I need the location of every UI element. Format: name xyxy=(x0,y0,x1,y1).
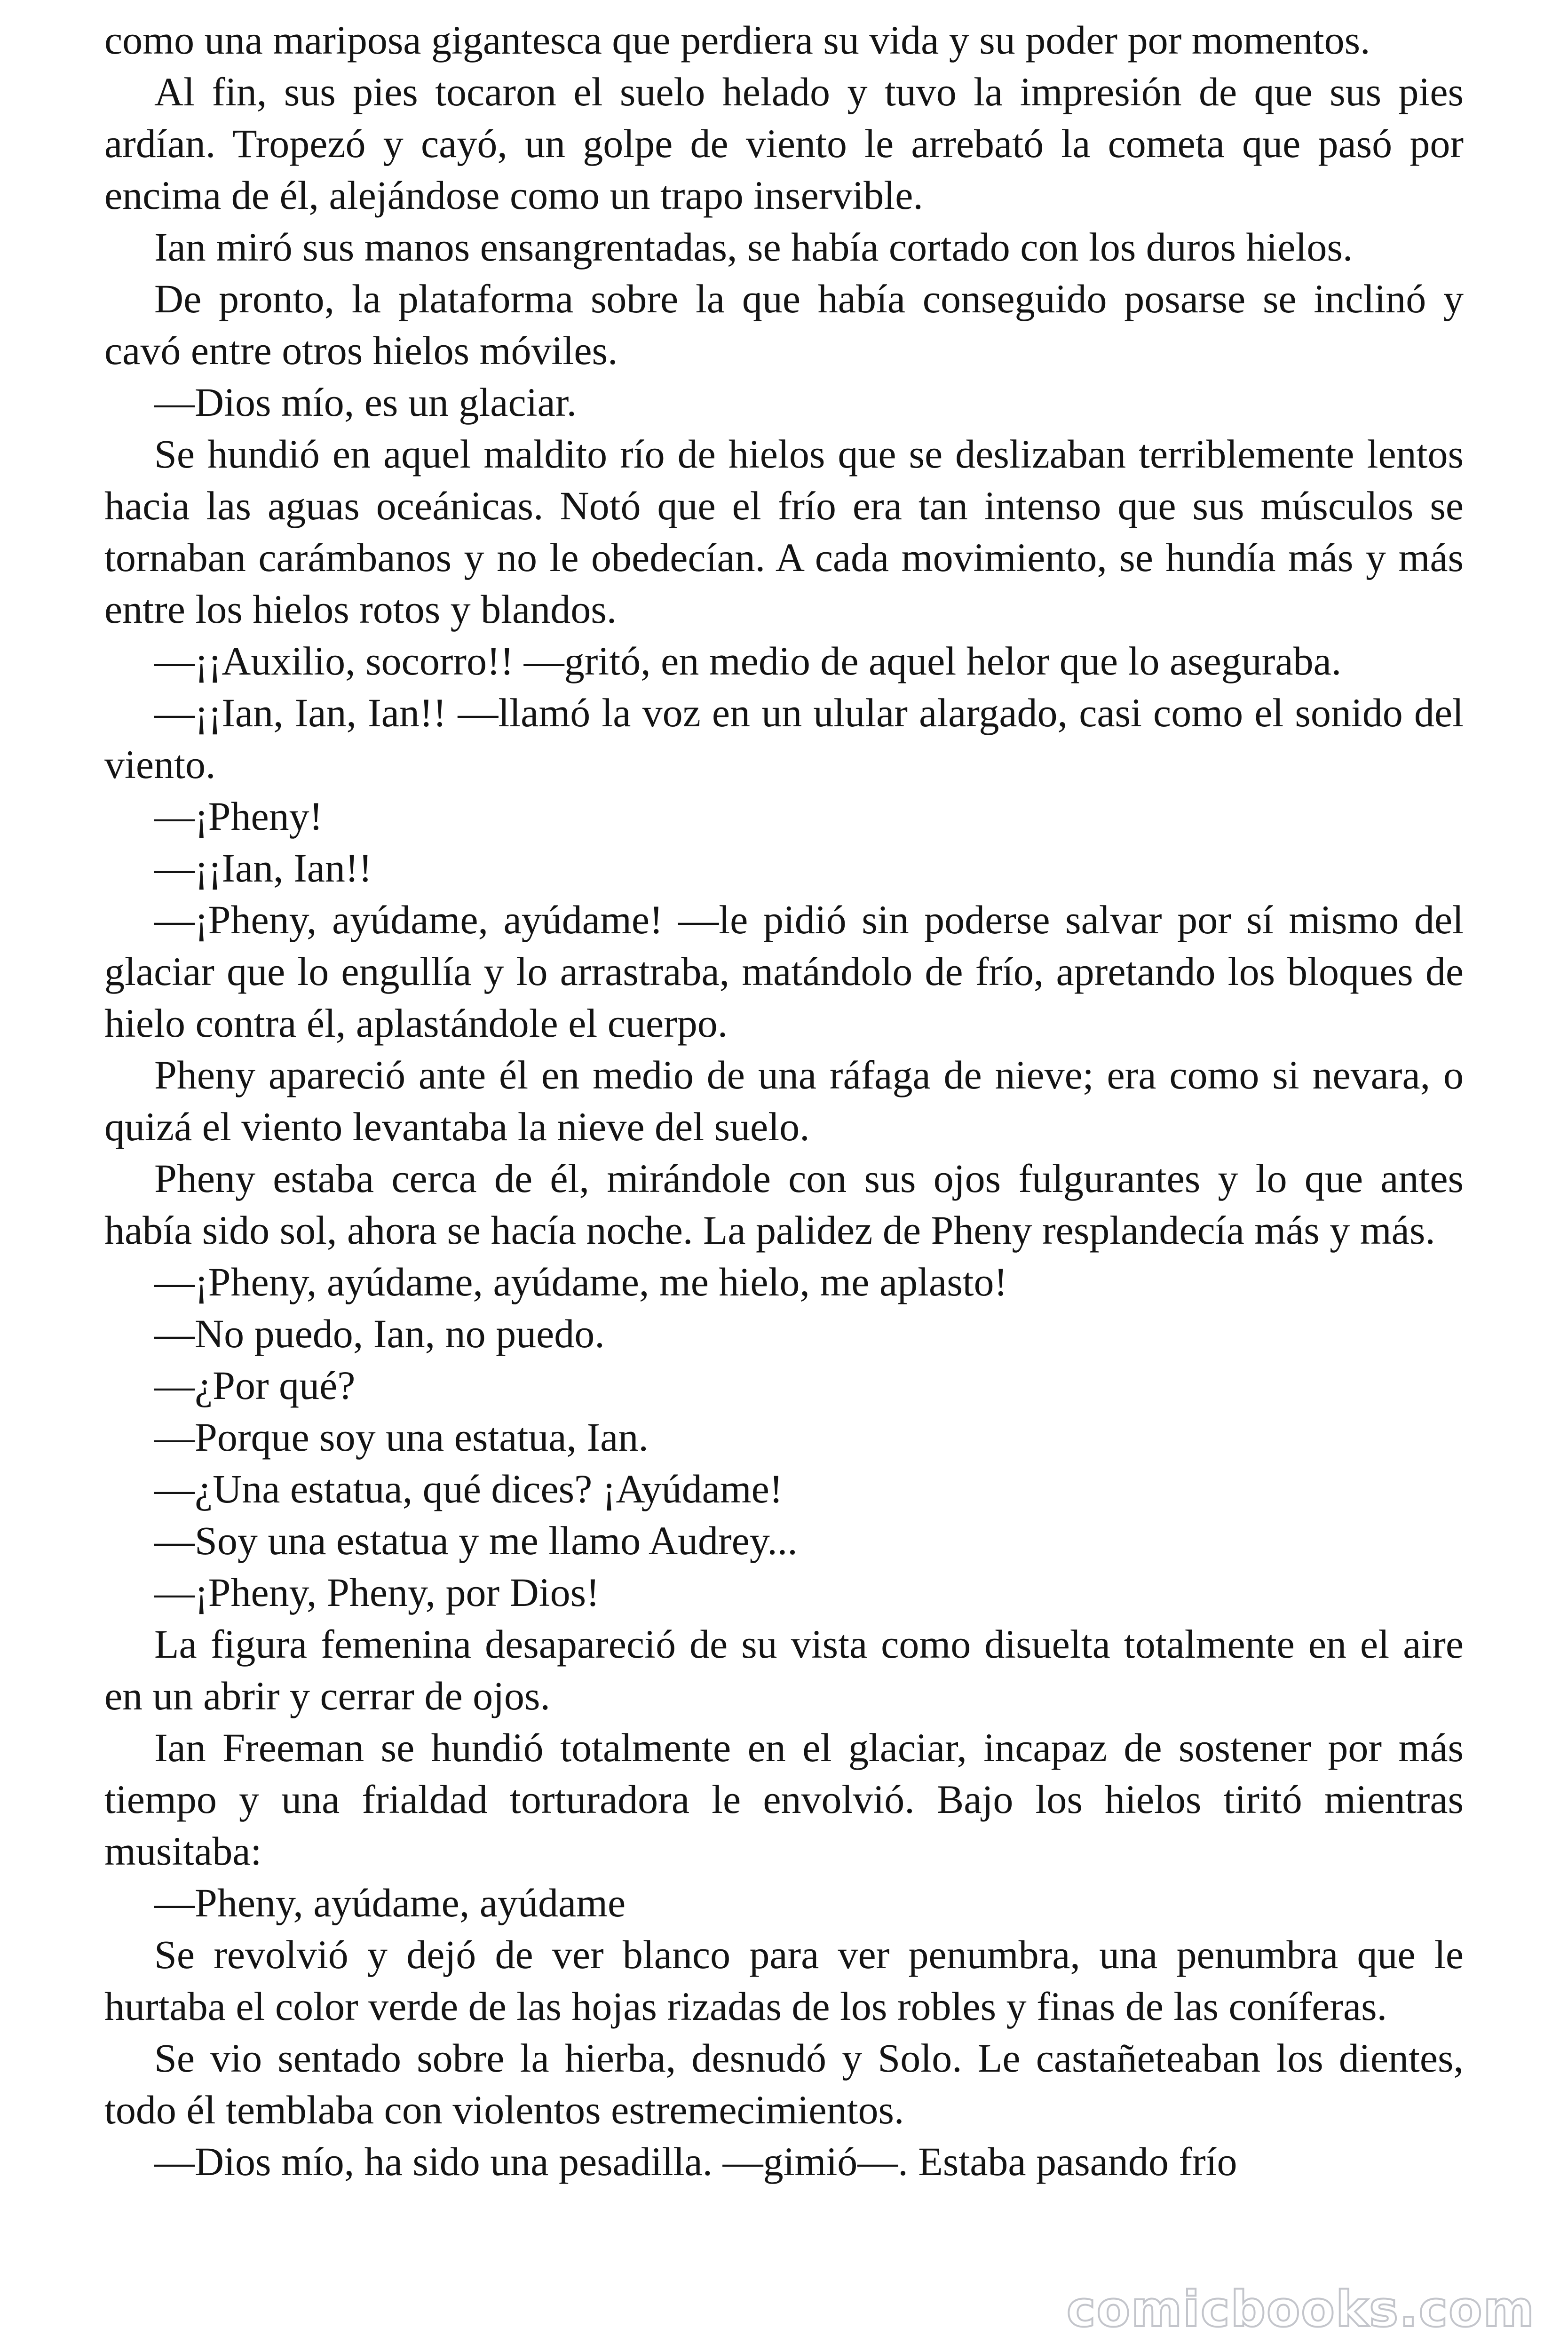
paragraph: Ian miró sus manos ensangrentadas, se había cortado con los duros hielos. xyxy=(154,224,1353,270)
paragraph: La figura femenina desapareció de su vista como disuelta totalmente en el aire en un abrir y cerrar de ojos. xyxy=(104,1621,1464,1718)
paragraph: —¿Por qué? xyxy=(154,1363,356,1408)
paragraph: Pheny apareció ante él en medio de una ráfaga de nieve; era como si nevara, o quizá el viento levantaba la nieve del suelo. xyxy=(104,1052,1464,1149)
paragraph: —¡Pheny, Pheny, por Dios! xyxy=(154,1570,600,1615)
paragraph: —¡¡Auxilio, socorro!! —gritó, en medio de aquel helor que lo aseguraba. xyxy=(154,638,1342,683)
paragraph: —Dios mío, es un glaciar. xyxy=(154,380,577,425)
paragraph: —¡Pheny, ayúdame, ayúdame! —le pidió sin poderse salvar por sí mismo del glaciar que lo engullía y lo arrastraba, matándolo de frío, apretando los bloques de hielo contra él, aplastándole el cuerpo. xyxy=(104,897,1464,1046)
paragraph: De pronto, la plataforma sobre la que había conseguido posarse se inclinó y cavó entre otros hielos móviles. xyxy=(104,276,1464,373)
paragraph: Al fin, sus pies tocaron el suelo helado y tuvo la impresión de que sus pies ardían. Tropezó y cayó, un golpe de viento le arrebató la cometa que pasó por encima de él, alejándose como un trapo inservible. xyxy=(104,69,1464,218)
paragraph: Se revolvió y dejó de ver blanco para ver penumbra, una penumbra que le hurtaba el color verde de las hojas rizadas de los robles y finas de las coníferas. xyxy=(104,1932,1464,2029)
paragraph: Se hundió en aquel maldito río de hielos que se deslizaban terriblemente lentos hacia las aguas oceánicas. Notó que el frío era tan intenso que sus músculos se tornaban carámbanos y no le obedecían. A cada movimiento, se hundía más y más entre los hielos rotos y blandos. xyxy=(104,431,1464,632)
paragraph: —Dios mío, ha sido una pesadilla. —gimió—. Estaba pasando frío xyxy=(154,2139,1237,2184)
paragraph: —Soy una estatua y me llamo Audrey... xyxy=(154,1518,798,1563)
paragraph: —Pheny, ayúdame, ayúdame xyxy=(154,1880,626,1925)
paragraph: —¡¡Ian, Ian, Ian!! —llamó la voz en un ulular alargado, casi como el sonido del viento. xyxy=(104,690,1464,787)
paragraph: —¡Pheny! xyxy=(154,794,323,839)
paragraph: —¿Una estatua, qué dices? ¡Ayúdame! xyxy=(154,1466,783,1511)
watermark: comicbooks.com xyxy=(1066,2280,1535,2338)
paragraph: Pheny estaba cerca de él, mirándole con sus ojos fulgurantes y lo que antes había sido sol, ahora se hacía noche. La palidez de Pheny resplandecía más y más. xyxy=(104,1156,1464,1253)
paragraph: —¡¡Ian, Ian!! xyxy=(154,845,372,890)
text-column xyxy=(104,14,1464,2187)
paragraph: —Porque soy una estatua, Ian. xyxy=(154,1414,649,1460)
paragraph: Se vio sentado sobre la hierba, desnudó y Solo. Le castañeteaban los dientes, todo él temblaba con violentos estremecimientos. xyxy=(104,2035,1464,2132)
paragraph: —¡Pheny, ayúdame, ayúdame, me hielo, me aplasto! xyxy=(154,1259,1008,1304)
paragraph: Ian Freeman se hundió totalmente en el glaciar, incapaz de sostener por más tiempo y una frialdad torturadora le envolvió. Bajo los hielos tiritó mientras musitaba: xyxy=(104,1725,1464,1874)
paragraph: —No puedo, Ian, no puedo. xyxy=(154,1311,605,1356)
paragraph: como una mariposa gigantesca que perdiera su vida y su poder por momentos. xyxy=(104,17,1370,63)
